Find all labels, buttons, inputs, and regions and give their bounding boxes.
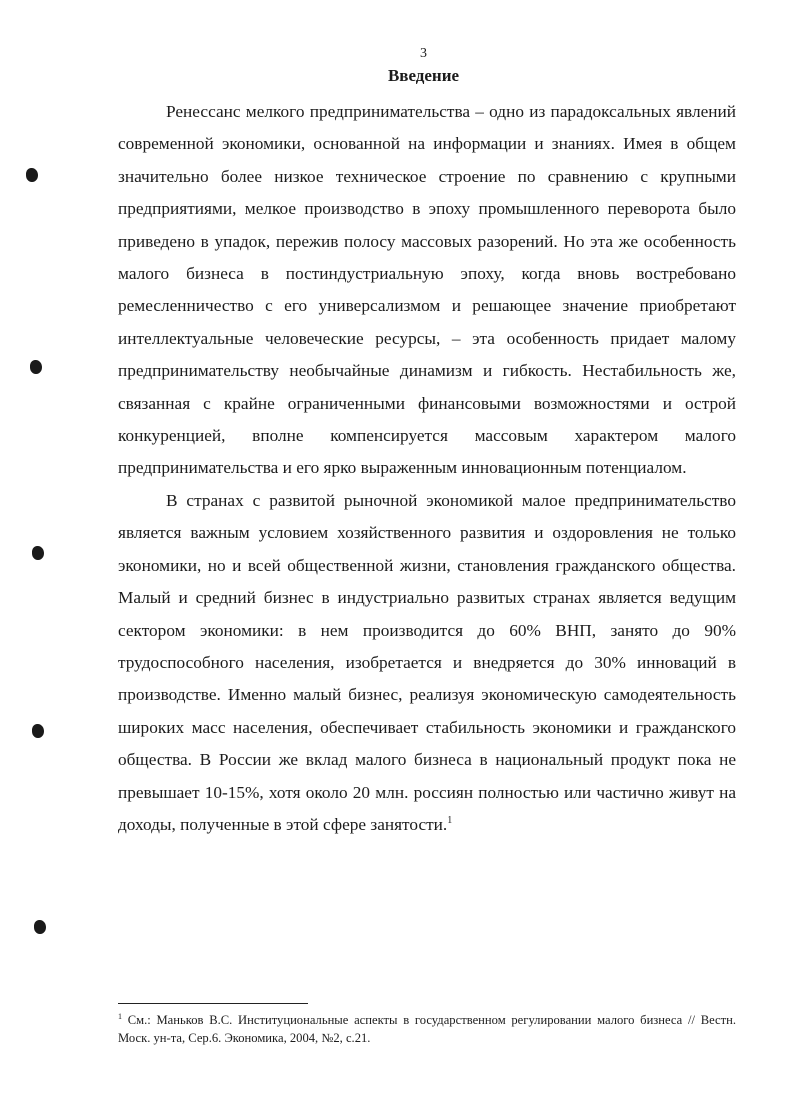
page-title: Введение [387, 66, 460, 85]
punch-hole-mark [30, 360, 42, 374]
footnote-reference[interactable]: 1 [447, 815, 453, 827]
punch-hole-mark [32, 724, 44, 738]
paragraph: Ренессанс мелкого предпринимательства – одно из парадоксальных явлений современной экономики, основанной на информации и знаниях. Имея в общем значительно более низкое техническое строение по сравнению с крупными предприятиями, мелкое производство в эпоху промышленного переворота было приведено в упадок, пережив полосу массовых разорений. Но эта же особенность малого бизнеса в постиндустриальную эпоху, когда вновь востребовано ремесленничество с его универсализмом и решающее значение приобретают интеллектуальные человеческие ресурсы, – эта особенность придает малому предпринимательству необычайные динамизм и гибкость. Нестабильность же, связанная с крайне ограниченными финансовыми возможностями и острой конкуренцией, вполне компенсируется массовым характером малого предпринимательства и его ярко выраженным инновационным потенциалом. [118, 102, 736, 478]
punch-hole-mark [26, 168, 38, 182]
footnote-marker: 1 [118, 1012, 122, 1021]
body-text [118, 96, 736, 841]
page-number: 3 [420, 46, 427, 61]
footnote-text: См.: Маньков В.С. Институциональные аспекты в государственном регулировании малого бизнеса // Вестн. Моск. ун-та, Сер.6. Экономика, 2004, №2, с.21. [118, 1013, 736, 1046]
footnote-divider [118, 1003, 308, 1004]
paragraph-text: В странах с развитой рыночной экономикой малое предпринимательство является важным условием хозяйственного развития и оздоровления не только экономики, но и всей общественной жизни, становления гражданского общества. Малый и средний бизнес в индустриально развитых странах является ведущим сектором экономики: в нем производится до 60% ВНП, занято до 90% трудоспособного населения, изобретается и внедряется до 30% инноваций в производстве. Именно малый бизнес, реализуя экономическую самодеятельность широких масс населения, обеспечивает стабильность экономики и гражданского общества. В России же вклад малого бизнеса в национальный продукт пока не превышает 10-15%, хотя около 20 млн. россиян полностью или частично живут на доходы, полученные в этой сфере занятости. [118, 490, 736, 834]
punch-hole-mark [32, 546, 44, 560]
footnote [118, 1008, 736, 1047]
punch-hole-mark [34, 920, 46, 934]
paragraph [118, 485, 736, 841]
